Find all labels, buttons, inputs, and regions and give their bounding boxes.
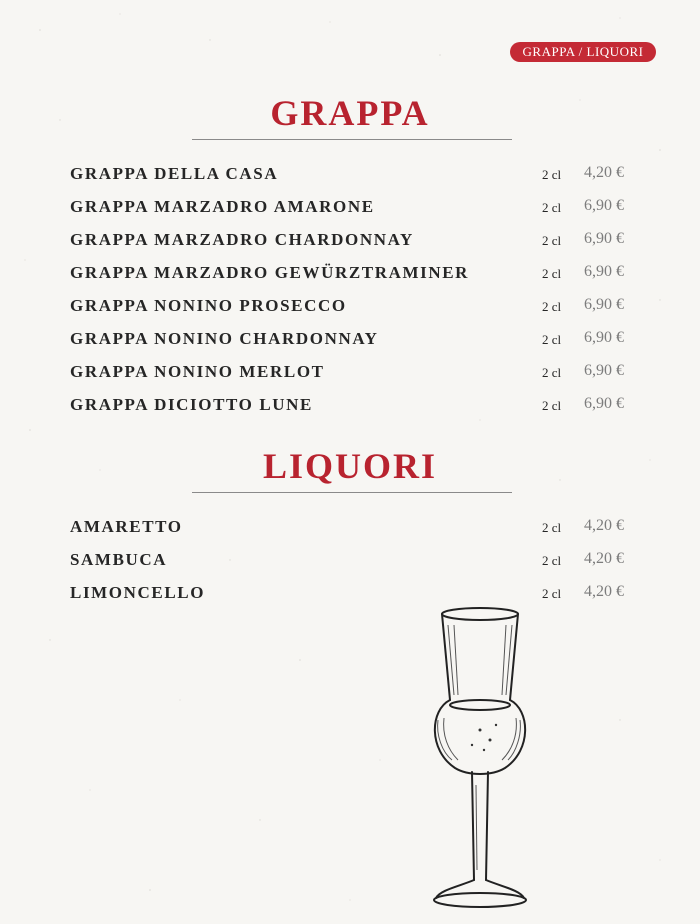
item-name: AMARETTO — [70, 517, 183, 536]
item-price: 6,90 € — [584, 296, 624, 313]
item-price: 6,90 € — [584, 362, 624, 379]
item-price: 6,90 € — [584, 197, 624, 214]
grappa-glass-icon — [420, 600, 570, 920]
menu-item — [70, 329, 630, 353]
menu-item — [70, 550, 630, 574]
divider — [192, 139, 512, 140]
section-title-grappa: GRAPPA — [270, 93, 430, 133]
item-price: 6,90 € — [584, 329, 624, 346]
item-name: GRAPPA NONINO CHARDONNAY — [70, 329, 379, 348]
menu-item — [70, 362, 630, 386]
item-price: 4,20 € — [584, 517, 624, 534]
menu-item — [70, 230, 630, 254]
item-name: SAMBUCA — [70, 550, 168, 569]
item-size: 2 cl — [542, 233, 562, 248]
divider — [192, 492, 512, 493]
item-name: LIMONCELLO — [70, 583, 206, 602]
item-size: 2 cl — [542, 365, 562, 380]
item-price: 6,90 € — [584, 395, 624, 412]
item-name: GRAPPA DELLA CASA — [70, 164, 279, 183]
menu-item — [70, 517, 630, 541]
menu-item — [70, 263, 630, 287]
section-title-liquori: LIQUORI — [262, 446, 438, 486]
item-price: 4,20 € — [584, 550, 624, 567]
item-price: 4,20 € — [584, 164, 624, 181]
menu-item — [70, 197, 630, 221]
item-size: 2 cl — [542, 398, 562, 413]
item-name: GRAPPA NONINO MERLOT — [70, 362, 325, 381]
item-price: 6,90 € — [584, 263, 624, 280]
item-name: GRAPPA MARZADRO GEWÜRZTRAMINER — [70, 263, 470, 282]
item-size: 2 cl — [542, 167, 562, 182]
item-size: 2 cl — [542, 553, 562, 568]
item-size: 2 cl — [542, 332, 562, 347]
item-size: 2 cl — [542, 200, 562, 215]
menu-item — [70, 164, 630, 188]
section-tag: GRAPPA / LIQUORI — [510, 42, 656, 62]
item-price: 4,20 € — [584, 583, 624, 600]
menu-item — [70, 395, 630, 419]
item-name: GRAPPA MARZADRO AMARONE — [70, 197, 375, 216]
item-size: 2 cl — [542, 520, 562, 535]
menu-item — [70, 296, 630, 320]
item-name: GRAPPA DICIOTTO LUNE — [70, 395, 313, 414]
item-name: GRAPPA MARZADRO CHARDONNAY — [70, 230, 414, 249]
item-price: 6,90 € — [584, 230, 624, 247]
item-size: 2 cl — [542, 299, 562, 314]
item-name: GRAPPA NONINO PROSECCO — [70, 296, 347, 315]
item-size: 2 cl — [542, 586, 562, 601]
item-size: 2 cl — [542, 266, 562, 281]
